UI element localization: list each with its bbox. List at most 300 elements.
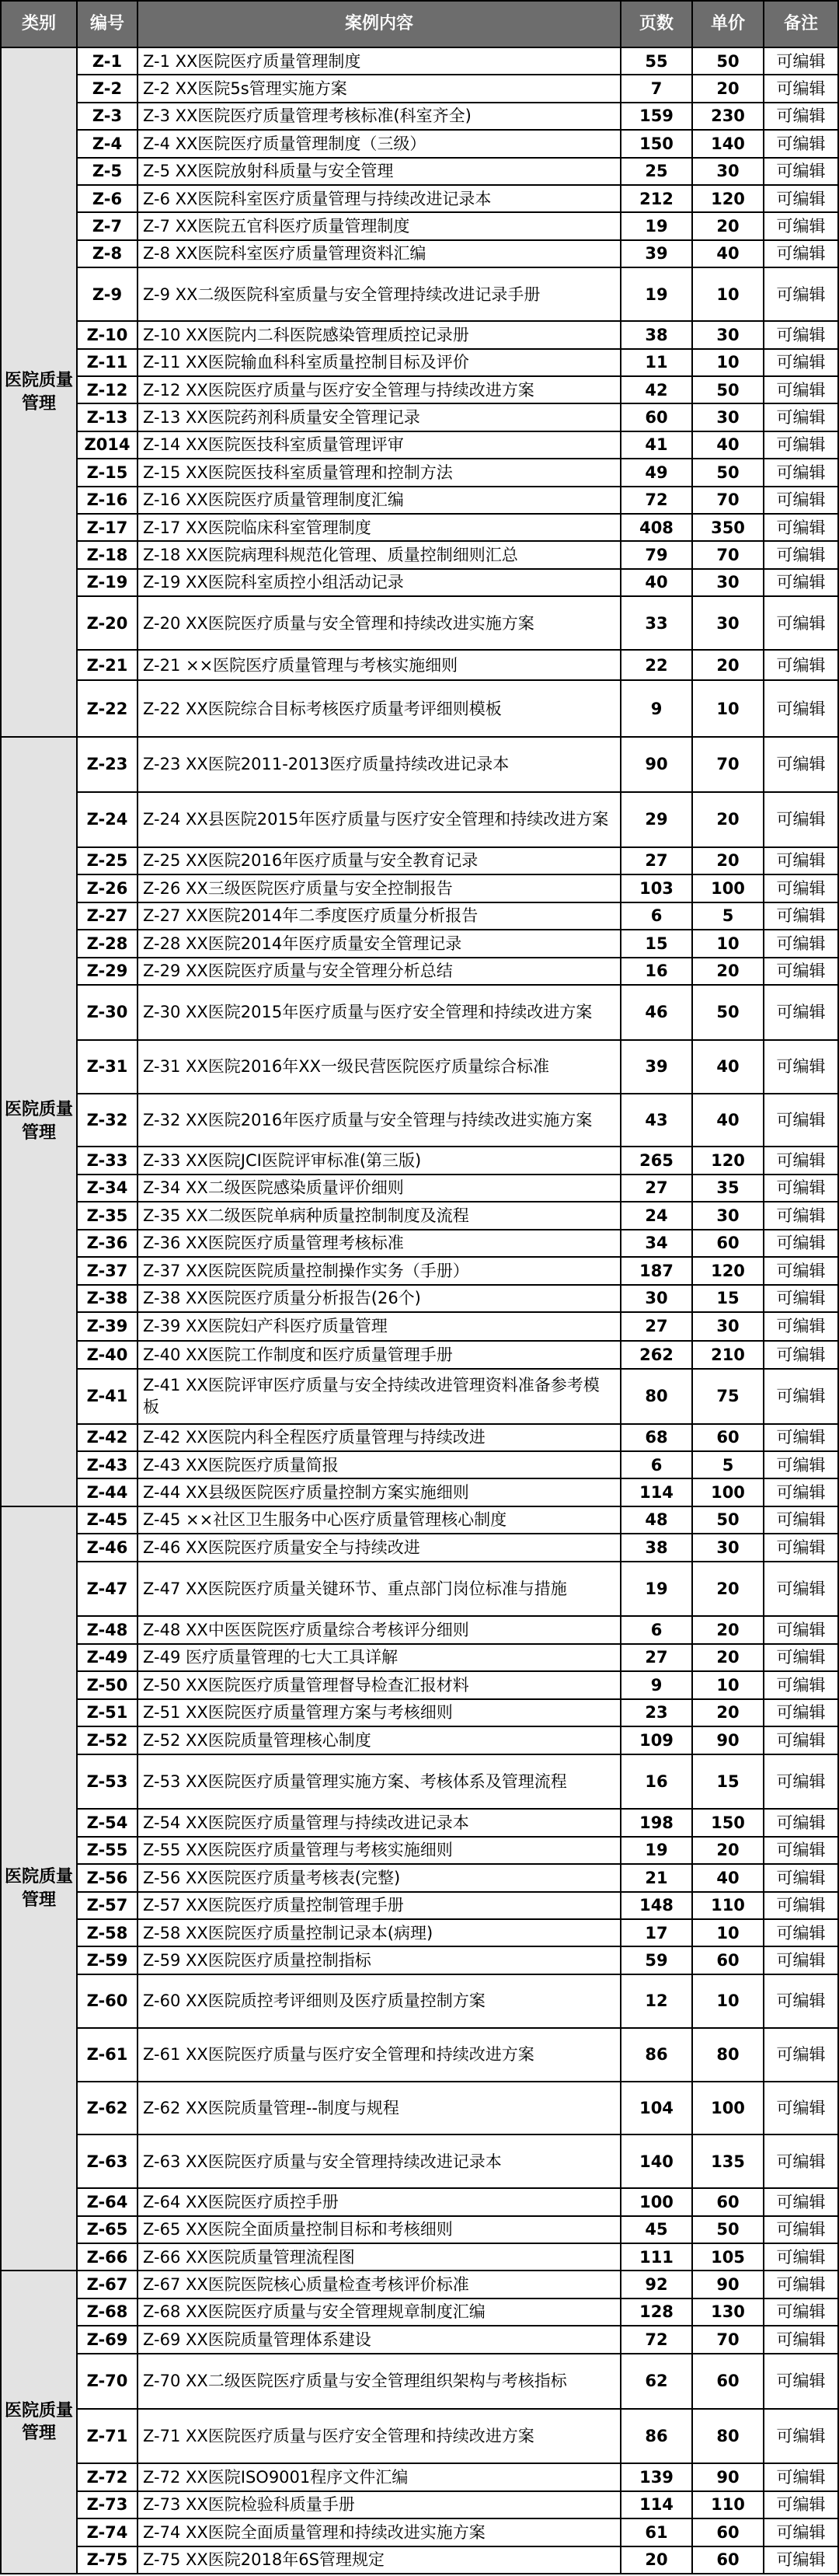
row-pages: 6 bbox=[621, 903, 693, 930]
row-note: 可编辑 bbox=[764, 487, 839, 515]
row-note: 可编辑 bbox=[764, 159, 839, 186]
row-pages: 62 bbox=[621, 2354, 693, 2410]
row-note: 可编辑 bbox=[764, 2410, 839, 2465]
row-pages: 6 bbox=[621, 1452, 693, 1479]
row-code: Z-32 bbox=[78, 1094, 138, 1148]
row-content: Z-9 XX二级医院科室质量与安全管理持续改进记录手册 bbox=[138, 268, 621, 322]
row-price: 15 bbox=[693, 1755, 764, 1810]
row-code: Z-2 bbox=[78, 75, 138, 103]
row-content: Z-15 XX医院医技科室质量管理和控制方法 bbox=[138, 459, 621, 487]
category-cell: 医院质量管理 bbox=[0, 48, 78, 738]
row-pages: 104 bbox=[621, 2082, 693, 2136]
row-code: Z-63 bbox=[78, 2135, 138, 2189]
row-content: Z-44 XX县级医院医疗质量控制方案实施细则 bbox=[138, 1479, 621, 1506]
row-price: 120 bbox=[693, 1258, 764, 1285]
row-content: Z-70 XX二级医院医疗质量与安全管理组织架构与考核指标 bbox=[138, 2354, 621, 2410]
row-pages: 9 bbox=[621, 1672, 693, 1699]
row-price: 10 bbox=[693, 930, 764, 958]
row-price: 30 bbox=[693, 404, 764, 431]
row-pages: 109 bbox=[621, 1727, 693, 1754]
row-code: Z-52 bbox=[78, 1727, 138, 1754]
row-code: Z-53 bbox=[78, 1755, 138, 1810]
row-content: Z-7 XX医院五官科医疗质量管理制度 bbox=[138, 213, 621, 240]
row-pages: 11 bbox=[621, 350, 693, 377]
row-code: Z-59 bbox=[78, 1947, 138, 1974]
row-code: Z-73 bbox=[78, 2492, 138, 2519]
row-price: 60 bbox=[693, 2547, 764, 2574]
row-content: Z-24 XX县医院2015年医疗质量与医疗安全管理和持续改进方案 bbox=[138, 793, 621, 848]
row-content: Z-8 XX医院科室医疗质量管理资料汇编 bbox=[138, 241, 621, 268]
row-content: Z-51 XX医院医疗质量管理方案与考核细则 bbox=[138, 1700, 621, 1727]
row-pages: 408 bbox=[621, 515, 693, 542]
row-code: Z-51 bbox=[78, 1700, 138, 1727]
row-code: Z-16 bbox=[78, 487, 138, 515]
row-code: Z-39 bbox=[78, 1313, 138, 1342]
row-price: 30 bbox=[693, 1202, 764, 1230]
row-note: 可编辑 bbox=[764, 1313, 839, 1342]
row-code: Z-43 bbox=[78, 1452, 138, 1479]
row-content: Z-18 XX医院病理科规范化管理、质量控制细则汇总 bbox=[138, 542, 621, 569]
row-price: 50 bbox=[693, 48, 764, 75]
row-note: 可编辑 bbox=[764, 542, 839, 569]
row-pages: 43 bbox=[621, 1094, 693, 1148]
row-price: 40 bbox=[693, 1094, 764, 1148]
row-pages: 41 bbox=[621, 432, 693, 459]
row-note: 可编辑 bbox=[764, 377, 839, 404]
row-note: 可编辑 bbox=[764, 1727, 839, 1754]
row-content: Z-39 XX医院妇产科医疗质量管理 bbox=[138, 1313, 621, 1342]
row-code: Z-25 bbox=[78, 848, 138, 875]
row-price: 350 bbox=[693, 515, 764, 542]
row-code: Z-69 bbox=[78, 2326, 138, 2354]
row-code: Z-71 bbox=[78, 2410, 138, 2465]
row-price: 60 bbox=[693, 2519, 764, 2546]
row-price: 50 bbox=[693, 377, 764, 404]
row-note: 可编辑 bbox=[764, 848, 839, 875]
row-pages: 148 bbox=[621, 1893, 693, 1920]
row-note: 可编辑 bbox=[764, 432, 839, 459]
row-price: 10 bbox=[693, 350, 764, 377]
row-content: Z-54 XX医院医疗质量管理与持续改进记录本 bbox=[138, 1810, 621, 1837]
row-note: 可编辑 bbox=[764, 1258, 839, 1285]
row-price: 50 bbox=[693, 986, 764, 1041]
row-price: 70 bbox=[693, 487, 764, 515]
row-code: Z-6 bbox=[78, 186, 138, 213]
row-pages: 86 bbox=[621, 2029, 693, 2082]
row-note: 可编辑 bbox=[764, 1041, 839, 1094]
row-price: 20 bbox=[693, 793, 764, 848]
row-price: 210 bbox=[693, 1342, 764, 1369]
row-price: 50 bbox=[693, 2217, 764, 2244]
row-pages: 198 bbox=[621, 1810, 693, 1837]
row-content: Z-50 XX医院医疗质量管理督导检查汇报材料 bbox=[138, 1672, 621, 1699]
row-pages: 7 bbox=[621, 75, 693, 103]
row-pages: 27 bbox=[621, 1645, 693, 1672]
row-content: Z-69 XX医院质量管理体系建设 bbox=[138, 2326, 621, 2354]
row-price: 10 bbox=[693, 1672, 764, 1699]
row-note: 可编辑 bbox=[764, 1370, 839, 1425]
row-price: 135 bbox=[693, 2135, 764, 2189]
row-code: Z-20 bbox=[78, 597, 138, 651]
row-note: 可编辑 bbox=[764, 1810, 839, 1837]
row-code: Z-45 bbox=[78, 1507, 138, 1534]
row-note: 可编辑 bbox=[764, 1175, 839, 1202]
row-note: 可编辑 bbox=[764, 1342, 839, 1369]
row-code: Z-67 bbox=[78, 2271, 138, 2299]
row-note: 可编辑 bbox=[764, 1147, 839, 1175]
row-note: 可编辑 bbox=[764, 1893, 839, 1920]
row-code: Z-58 bbox=[78, 1920, 138, 1947]
row-price: 10 bbox=[693, 268, 764, 322]
row-code: Z-74 bbox=[78, 2519, 138, 2546]
row-code: Z-54 bbox=[78, 1810, 138, 1837]
row-pages: 80 bbox=[621, 1370, 693, 1425]
row-code: Z-18 bbox=[78, 542, 138, 569]
row-content: Z-25 XX医院2016年医疗质量与安全教育记录 bbox=[138, 848, 621, 875]
row-code: Z-50 bbox=[78, 1672, 138, 1699]
row-code: Z-61 bbox=[78, 2029, 138, 2082]
row-price: 140 bbox=[693, 131, 764, 158]
row-price: 20 bbox=[693, 213, 764, 240]
row-content: Z-72 XX医院ISO9001程序文件汇编 bbox=[138, 2464, 621, 2491]
row-content: Z-63 XX医院医疗质量与安全管理持续改进记录本 bbox=[138, 2135, 621, 2189]
row-content: Z-73 XX医院检验科质量手册 bbox=[138, 2492, 621, 2519]
row-content: Z-21 ××医院医疗质量管理与考核实施细则 bbox=[138, 651, 621, 681]
row-code: Z-13 bbox=[78, 404, 138, 431]
row-code: Z-1 bbox=[78, 48, 138, 75]
row-note: 可编辑 bbox=[764, 268, 839, 322]
row-content: Z-34 XX二级医院感染质量评价细则 bbox=[138, 1175, 621, 1202]
row-code: Z014 bbox=[78, 432, 138, 459]
row-price: 70 bbox=[693, 2326, 764, 2354]
row-note: 可编辑 bbox=[764, 1507, 839, 1534]
row-price: 90 bbox=[693, 2464, 764, 2491]
row-note: 可编辑 bbox=[764, 1094, 839, 1148]
row-code: Z-19 bbox=[78, 570, 138, 597]
row-note: 可编辑 bbox=[764, 404, 839, 431]
row-price: 20 bbox=[693, 75, 764, 103]
row-note: 可编辑 bbox=[764, 875, 839, 902]
row-note: 可编辑 bbox=[764, 350, 839, 377]
row-price: 50 bbox=[693, 459, 764, 487]
row-code: Z-37 bbox=[78, 1258, 138, 1285]
row-content: Z-29 XX医院医疗质量与安全管理分析总结 bbox=[138, 958, 621, 986]
row-content: Z-59 XX医院医疗质量控制指标 bbox=[138, 1947, 621, 1974]
row-pages: 6 bbox=[621, 1617, 693, 1644]
row-price: 90 bbox=[693, 1727, 764, 1754]
row-content: Z-67 XX医院医院核心质量检查考核评价标准 bbox=[138, 2271, 621, 2299]
row-note: 可编辑 bbox=[764, 2547, 839, 2574]
row-code: Z-31 bbox=[78, 1041, 138, 1094]
row-content: Z-58 XX医院医疗质量控制记录本(病理) bbox=[138, 1920, 621, 1947]
row-code: Z-38 bbox=[78, 1286, 138, 1313]
row-code: Z-4 bbox=[78, 131, 138, 158]
row-note: 可编辑 bbox=[764, 2135, 839, 2189]
row-pages: 100 bbox=[621, 2189, 693, 2216]
row-content: Z-66 XX医院质量管理流程图 bbox=[138, 2244, 621, 2271]
row-code: Z-75 bbox=[78, 2547, 138, 2574]
row-code: Z-26 bbox=[78, 875, 138, 902]
row-code: Z-17 bbox=[78, 515, 138, 542]
row-price: 10 bbox=[693, 1920, 764, 1947]
row-note: 可编辑 bbox=[764, 738, 839, 793]
row-code: Z-56 bbox=[78, 1865, 138, 1892]
row-pages: 212 bbox=[621, 186, 693, 213]
row-pages: 19 bbox=[621, 213, 693, 240]
row-content: Z-12 XX医院医疗质量与医疗安全管理与持续改进方案 bbox=[138, 377, 621, 404]
row-price: 40 bbox=[693, 1865, 764, 1892]
row-content: Z-53 XX医院医疗质量管理实施方案、考核体系及管理流程 bbox=[138, 1755, 621, 1810]
row-code: Z-5 bbox=[78, 159, 138, 186]
row-price: 30 bbox=[693, 1534, 764, 1562]
row-note: 可编辑 bbox=[764, 1920, 839, 1947]
row-pages: 159 bbox=[621, 103, 693, 131]
row-code: Z-3 bbox=[78, 103, 138, 131]
row-code: Z-27 bbox=[78, 903, 138, 930]
row-pages: 60 bbox=[621, 404, 693, 431]
row-price: 230 bbox=[693, 103, 764, 131]
row-pages: 17 bbox=[621, 1920, 693, 1947]
row-note: 可编辑 bbox=[764, 322, 839, 349]
row-code: Z-62 bbox=[78, 2082, 138, 2136]
row-pages: 68 bbox=[621, 1425, 693, 1452]
row-content: Z-4 XX医院医疗质量管理制度（三级） bbox=[138, 131, 621, 158]
row-pages: 111 bbox=[621, 2244, 693, 2271]
row-pages: 22 bbox=[621, 651, 693, 681]
row-note: 可编辑 bbox=[764, 2271, 839, 2299]
row-code: Z-36 bbox=[78, 1230, 138, 1258]
row-note: 可编辑 bbox=[764, 681, 839, 738]
row-content: Z-22 XX医院综合目标考核医疗质量考评细则模板 bbox=[138, 681, 621, 738]
row-price: 110 bbox=[693, 2492, 764, 2519]
row-pages: 42 bbox=[621, 377, 693, 404]
row-price: 30 bbox=[693, 322, 764, 349]
row-pages: 45 bbox=[621, 2217, 693, 2244]
row-pages: 15 bbox=[621, 930, 693, 958]
row-price: 120 bbox=[693, 186, 764, 213]
row-content: Z-23 XX医院2011-2013医疗质量持续改进记录本 bbox=[138, 738, 621, 793]
row-pages: 79 bbox=[621, 542, 693, 569]
row-pages: 21 bbox=[621, 1865, 693, 1892]
row-code: Z-57 bbox=[78, 1893, 138, 1920]
row-pages: 72 bbox=[621, 487, 693, 515]
row-note: 可编辑 bbox=[764, 2299, 839, 2326]
row-note: 可编辑 bbox=[764, 1838, 839, 1865]
row-pages: 33 bbox=[621, 597, 693, 651]
row-content: Z-45 ××社区卫生服务中心医疗质量管理核心制度 bbox=[138, 1507, 621, 1534]
row-price: 60 bbox=[693, 2354, 764, 2410]
header-price: 单价 bbox=[693, 0, 764, 48]
header-note: 备注 bbox=[764, 0, 839, 48]
row-pages: 27 bbox=[621, 848, 693, 875]
row-pages: 46 bbox=[621, 986, 693, 1041]
row-content: Z-49 医疗质量管理的七大工具详解 bbox=[138, 1645, 621, 1672]
row-code: Z-48 bbox=[78, 1617, 138, 1644]
row-note: 可编辑 bbox=[764, 103, 839, 131]
row-content: Z-61 XX医院医疗质量与医疗安全管理和持续改进方案 bbox=[138, 2029, 621, 2082]
row-code: Z-65 bbox=[78, 2217, 138, 2244]
row-note: 可编辑 bbox=[764, 2326, 839, 2354]
row-content: Z-28 XX医院2014年医疗质量安全管理记录 bbox=[138, 930, 621, 958]
row-content: Z-32 XX医院2016年医疗质量与安全管理与持续改进实施方案 bbox=[138, 1094, 621, 1148]
row-price: 110 bbox=[693, 1893, 764, 1920]
row-price: 100 bbox=[693, 1479, 764, 1506]
row-note: 可编辑 bbox=[764, 1617, 839, 1644]
row-code: Z-68 bbox=[78, 2299, 138, 2326]
row-code: Z-66 bbox=[78, 2244, 138, 2271]
row-pages: 20 bbox=[621, 2547, 693, 2574]
row-note: 可编辑 bbox=[764, 1562, 839, 1618]
row-content: Z-20 XX医院医疗质量与安全管理和持续改进实施方案 bbox=[138, 597, 621, 651]
row-code: Z-12 bbox=[78, 377, 138, 404]
row-price: 60 bbox=[693, 2189, 764, 2216]
row-note: 可编辑 bbox=[764, 570, 839, 597]
row-price: 20 bbox=[693, 1562, 764, 1618]
category-cell: 医院质量管理 bbox=[0, 2271, 78, 2574]
row-pages: 187 bbox=[621, 1258, 693, 1285]
row-code: Z-64 bbox=[78, 2189, 138, 2216]
row-code: Z-55 bbox=[78, 1838, 138, 1865]
row-pages: 38 bbox=[621, 1534, 693, 1562]
row-pages: 48 bbox=[621, 1507, 693, 1534]
row-code: Z-49 bbox=[78, 1645, 138, 1672]
row-content: Z-11 XX医院输血科科室质量控制目标及评价 bbox=[138, 350, 621, 377]
row-code: Z-72 bbox=[78, 2464, 138, 2491]
row-price: 150 bbox=[693, 1810, 764, 1837]
row-price: 90 bbox=[693, 2271, 764, 2299]
row-note: 可编辑 bbox=[764, 651, 839, 681]
row-pages: 86 bbox=[621, 2410, 693, 2465]
row-pages: 29 bbox=[621, 793, 693, 848]
row-pages: 39 bbox=[621, 1041, 693, 1094]
row-pages: 27 bbox=[621, 1313, 693, 1342]
row-note: 可编辑 bbox=[764, 1947, 839, 1974]
row-content: Z-43 XX医院医疗质量简报 bbox=[138, 1452, 621, 1479]
row-content: Z-2 XX医院5s管理实施方案 bbox=[138, 75, 621, 103]
row-note: 可编辑 bbox=[764, 48, 839, 75]
row-note: 可编辑 bbox=[764, 793, 839, 848]
row-price: 30 bbox=[693, 597, 764, 651]
row-price: 20 bbox=[693, 848, 764, 875]
row-pages: 39 bbox=[621, 241, 693, 268]
row-price: 60 bbox=[693, 1230, 764, 1258]
row-code: Z-47 bbox=[78, 1562, 138, 1618]
row-price: 120 bbox=[693, 1147, 764, 1175]
header-code: 编号 bbox=[78, 0, 138, 48]
row-code: Z-70 bbox=[78, 2354, 138, 2410]
row-content: Z-62 XX医院质量管理--制度与规程 bbox=[138, 2082, 621, 2136]
row-pages: 9 bbox=[621, 681, 693, 738]
row-note: 可编辑 bbox=[764, 2189, 839, 2216]
row-code: Z-11 bbox=[78, 350, 138, 377]
row-code: Z-34 bbox=[78, 1175, 138, 1202]
row-content: Z-55 XX医院医疗质量管理与考核实施细则 bbox=[138, 1838, 621, 1865]
row-pages: 19 bbox=[621, 1562, 693, 1618]
row-pages: 19 bbox=[621, 268, 693, 322]
row-price: 40 bbox=[693, 241, 764, 268]
row-content: Z-3 XX医院医疗质量管理考核标准(科室齐全) bbox=[138, 103, 621, 131]
row-note: 可编辑 bbox=[764, 1479, 839, 1506]
row-content: Z-1 XX医院医疗质量管理制度 bbox=[138, 48, 621, 75]
category-cell: 医院质量管理 bbox=[0, 738, 78, 1507]
row-price: 20 bbox=[693, 1617, 764, 1644]
row-content: Z-17 XX医院临床科室管理制度 bbox=[138, 515, 621, 542]
row-content: Z-64 XX医院医疗质控手册 bbox=[138, 2189, 621, 2216]
row-code: Z-23 bbox=[78, 738, 138, 793]
row-pages: 12 bbox=[621, 1975, 693, 2029]
row-content: Z-71 XX医院医疗质量与医疗安全管理和持续改进方案 bbox=[138, 2410, 621, 2465]
row-content: Z-52 XX医院质量管理核心制度 bbox=[138, 1727, 621, 1754]
row-note: 可编辑 bbox=[764, 1975, 839, 2029]
row-note: 可编辑 bbox=[764, 958, 839, 986]
row-content: Z-37 XX医院医院质量控制操作实务（手册） bbox=[138, 1258, 621, 1285]
row-code: Z-41 bbox=[78, 1370, 138, 1425]
row-note: 可编辑 bbox=[764, 1425, 839, 1452]
row-note: 可编辑 bbox=[764, 186, 839, 213]
row-content: Z-57 XX医院医疗质量控制管理手册 bbox=[138, 1893, 621, 1920]
row-price: 20 bbox=[693, 651, 764, 681]
row-content: Z-27 XX医院2014年二季度医疗质量分析报告 bbox=[138, 903, 621, 930]
row-note: 可编辑 bbox=[764, 1452, 839, 1479]
row-note: 可编辑 bbox=[764, 2464, 839, 2491]
row-note: 可编辑 bbox=[764, 1202, 839, 1230]
row-note: 可编辑 bbox=[764, 903, 839, 930]
row-note: 可编辑 bbox=[764, 131, 839, 158]
row-pages: 23 bbox=[621, 1700, 693, 1727]
row-note: 可编辑 bbox=[764, 2354, 839, 2410]
row-content: Z-46 XX医院医疗质量安全与持续改进 bbox=[138, 1534, 621, 1562]
row-price: 70 bbox=[693, 738, 764, 793]
row-pages: 40 bbox=[621, 570, 693, 597]
row-code: Z-40 bbox=[78, 1342, 138, 1369]
row-pages: 140 bbox=[621, 2135, 693, 2189]
row-price: 80 bbox=[693, 2029, 764, 2082]
row-note: 可编辑 bbox=[764, 597, 839, 651]
row-pages: 49 bbox=[621, 459, 693, 487]
row-price: 30 bbox=[693, 570, 764, 597]
row-note: 可编辑 bbox=[764, 2029, 839, 2082]
row-content: Z-14 XX医院医技科室质量管理评审 bbox=[138, 432, 621, 459]
row-code: Z-28 bbox=[78, 930, 138, 958]
row-pages: 150 bbox=[621, 131, 693, 158]
row-pages: 92 bbox=[621, 2271, 693, 2299]
row-pages: 24 bbox=[621, 1202, 693, 1230]
row-code: Z-29 bbox=[78, 958, 138, 986]
row-price: 60 bbox=[693, 1425, 764, 1452]
row-content: Z-38 XX医院医疗质量分析报告(26个) bbox=[138, 1286, 621, 1313]
row-price: 10 bbox=[693, 681, 764, 738]
row-code: Z-7 bbox=[78, 213, 138, 240]
row-code: Z-33 bbox=[78, 1147, 138, 1175]
header-category: 类别 bbox=[0, 0, 78, 48]
row-pages: 16 bbox=[621, 958, 693, 986]
row-price: 35 bbox=[693, 1175, 764, 1202]
row-price: 5 bbox=[693, 903, 764, 930]
row-content: Z-16 XX医院医疗质量管理制度汇编 bbox=[138, 487, 621, 515]
header-content: 案例内容 bbox=[138, 0, 621, 48]
row-content: Z-56 XX医院医疗质量考核表(完整) bbox=[138, 1865, 621, 1892]
row-content: Z-5 XX医院放射科质量与安全管理 bbox=[138, 159, 621, 186]
row-price: 130 bbox=[693, 2299, 764, 2326]
row-pages: 114 bbox=[621, 1479, 693, 1506]
row-code: Z-44 bbox=[78, 1479, 138, 1506]
row-price: 10 bbox=[693, 1975, 764, 2029]
row-note: 可编辑 bbox=[764, 515, 839, 542]
row-pages: 139 bbox=[621, 2464, 693, 2491]
row-code: Z-8 bbox=[78, 241, 138, 268]
row-pages: 262 bbox=[621, 1342, 693, 1369]
row-pages: 25 bbox=[621, 159, 693, 186]
